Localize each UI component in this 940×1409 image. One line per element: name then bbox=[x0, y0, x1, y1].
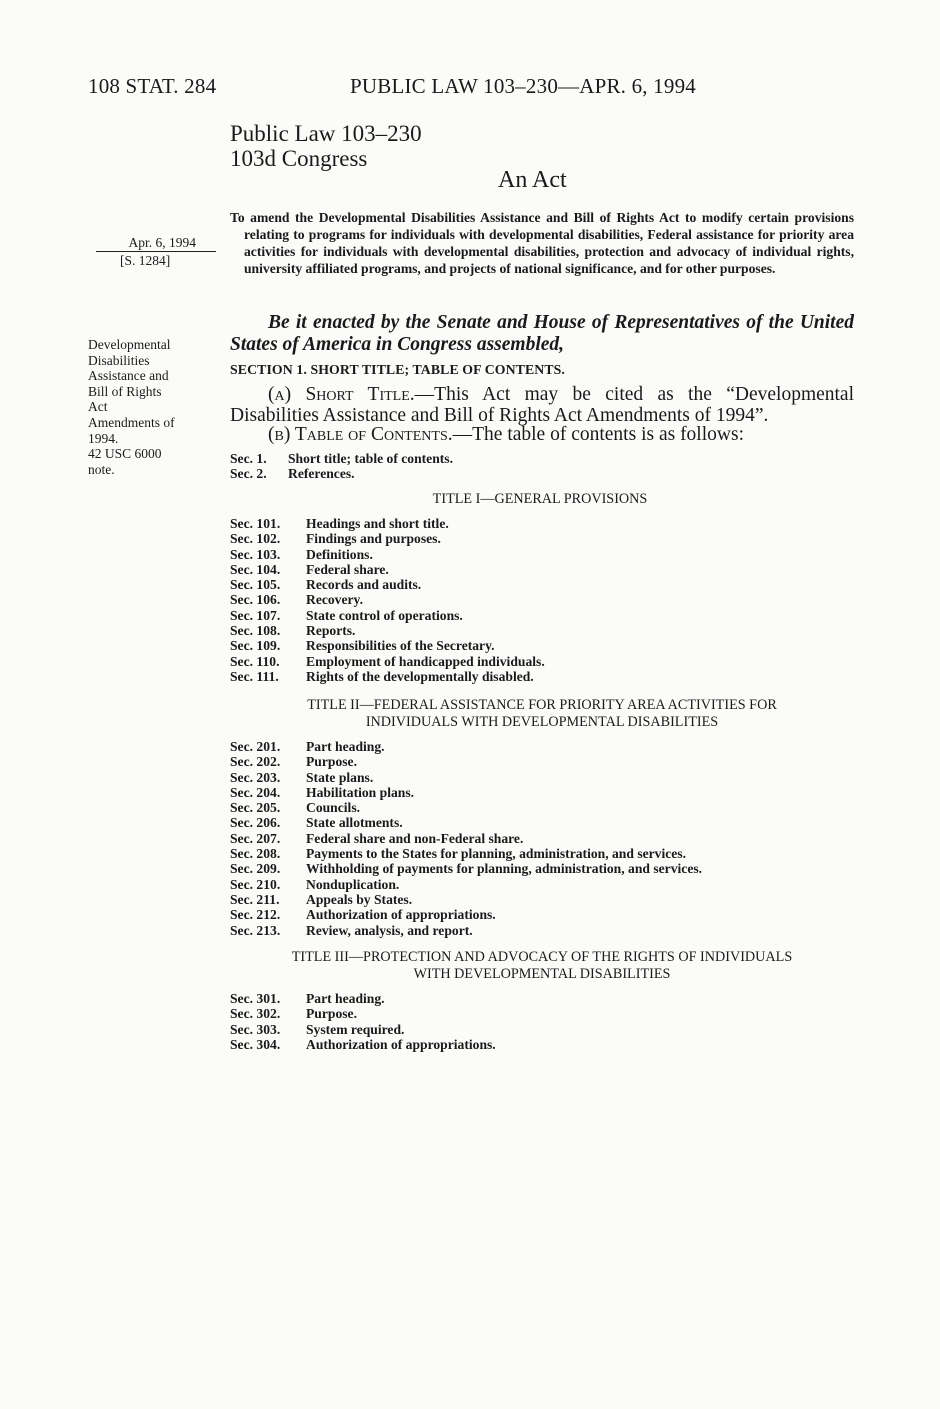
margin-date: Apr. 6, 1994 bbox=[96, 234, 216, 252]
toc-section-number: Sec. 202. bbox=[230, 754, 281, 770]
margin-act-line: Bill of Rights bbox=[88, 383, 162, 399]
toc-section-number: Sec. 205. bbox=[230, 800, 281, 816]
toc-row bbox=[230, 638, 545, 653]
title-3-heading-line: WITH DEVELOPMENTAL DISABILITIES bbox=[413, 966, 671, 982]
toc-row bbox=[230, 577, 545, 592]
toc-section-number: Sec. 104. bbox=[230, 561, 281, 577]
toc-section-title: Rights of the developmentally disabled. bbox=[306, 668, 534, 684]
toc-section-number: Sec. 1. bbox=[230, 451, 267, 466]
toc-section-title: Withholding of payments for planning, administration, and services. bbox=[306, 861, 703, 877]
toc-row bbox=[230, 531, 545, 546]
an-act-heading: An Act bbox=[498, 167, 567, 193]
margin-act-line: 1994. bbox=[88, 430, 119, 446]
toc-row bbox=[230, 608, 545, 623]
toc-title-3-list bbox=[230, 991, 496, 1052]
toc-row bbox=[230, 466, 453, 481]
title-2-heading bbox=[230, 697, 854, 731]
toc-section-title: Part heading. bbox=[306, 991, 385, 1006]
toc-row bbox=[230, 785, 702, 800]
toc-section-number: Sec. 105. bbox=[230, 577, 281, 593]
toc-row bbox=[230, 815, 702, 830]
margin-act-line: Act bbox=[88, 399, 108, 415]
toc-section-title: Employment of handicapped individuals. bbox=[306, 653, 545, 669]
toc-section-number: Sec. 301. bbox=[230, 991, 281, 1006]
toc-section-number: Sec. 108. bbox=[230, 623, 281, 639]
margin-act-line: Developmental bbox=[88, 337, 171, 352]
margin-act-line: Amendments of bbox=[88, 414, 175, 430]
title-3-heading bbox=[230, 949, 854, 983]
short-title-text: —This Act may be cited as the “Developmental Disabilities Assistance and Bill of Rights Act Amendments of 1994”. bbox=[230, 384, 855, 426]
toc-row bbox=[230, 846, 702, 861]
toc-title-1-list bbox=[230, 516, 545, 684]
toc-section-title: Councils. bbox=[306, 800, 361, 816]
toc-section-number: Sec. 101. bbox=[230, 516, 281, 531]
toc-section-title: Responsibilities of the Secretary. bbox=[306, 638, 495, 654]
toc-section-title: Purpose. bbox=[306, 1006, 357, 1022]
margin-usc-line: 42 USC 6000 bbox=[88, 446, 162, 462]
margin-date-note bbox=[96, 234, 214, 269]
toc-row bbox=[230, 754, 702, 769]
toc-section-title: Headings and short title. bbox=[306, 516, 449, 531]
toc-section-title: Federal share and non-Federal share. bbox=[306, 830, 524, 846]
toc-section-title: Review, analysis, and report. bbox=[306, 922, 473, 938]
toc-section-number: Sec. 211. bbox=[230, 891, 280, 907]
running-header: PUBLIC LAW 103–230—APR. 6, 1994 bbox=[350, 74, 696, 98]
toc-section-title: State allotments. bbox=[306, 815, 403, 831]
toc-section-number: Sec. 102. bbox=[230, 531, 281, 547]
toc-label: (b) Table of Contents. bbox=[268, 424, 453, 445]
toc-section-number: Sec. 302. bbox=[230, 1006, 281, 1022]
toc-section-title: Nonduplication. bbox=[306, 876, 400, 892]
toc-section-title: Findings and purposes. bbox=[306, 531, 441, 547]
toc-section-title: System required. bbox=[306, 1021, 405, 1037]
toc-row bbox=[230, 739, 702, 754]
toc-section-title: Authorization of appropriations. bbox=[306, 1036, 496, 1052]
toc-section-title: Habilitation plans. bbox=[306, 784, 415, 800]
section-heading: SECTION 1. SHORT TITLE; TABLE OF CONTENTS. bbox=[230, 362, 565, 377]
margin-usc-line: note. bbox=[88, 461, 115, 477]
act-purpose: To amend the Developmental Disabilities Assistance and Bill of Rights Act to modify certain provisions relating to programs for individuals with developmental disabilities, Federal assistance for priority area activities for individuals with developmental disabilities, protection and advocacy of individual rights, university affiliated programs, and projects of national significance, and for other purposes. bbox=[230, 210, 854, 276]
toc-row bbox=[230, 516, 545, 531]
toc-row bbox=[230, 991, 496, 1006]
toc-section-number: Sec. 204. bbox=[230, 784, 281, 800]
short-title-label: (a) Short Title. bbox=[268, 384, 415, 405]
toc-row bbox=[230, 592, 545, 607]
toc-row bbox=[230, 1022, 496, 1037]
toc-section-number: Sec. 111. bbox=[230, 668, 279, 684]
toc-row bbox=[230, 831, 702, 846]
toc-row bbox=[230, 654, 545, 669]
toc-section-number: Sec. 304. bbox=[230, 1036, 281, 1052]
toc-section-number: Sec. 107. bbox=[230, 607, 281, 623]
margin-bill-number: [S. 1284] bbox=[120, 253, 171, 268]
toc-row bbox=[230, 877, 702, 892]
toc-section-number: Sec. 207. bbox=[230, 830, 281, 846]
toc-row bbox=[230, 623, 545, 638]
toc-section-number: Sec. 209. bbox=[230, 861, 281, 877]
toc-row bbox=[230, 1037, 496, 1052]
toc-section-number: Sec. 206. bbox=[230, 815, 281, 831]
toc-row bbox=[230, 861, 702, 876]
toc-section-number: Sec. 213. bbox=[230, 922, 281, 938]
toc-row bbox=[230, 669, 545, 684]
title-2-heading-line: TITLE II—FEDERAL ASSISTANCE FOR PRIORITY AREA ACTIVITIES FOR bbox=[307, 697, 777, 713]
toc-section-number: Sec. 212. bbox=[230, 907, 281, 923]
toc-section-title: Definitions. bbox=[306, 546, 373, 562]
toc-section-number: Sec. 210. bbox=[230, 876, 281, 892]
margin-act-line: Disabilities bbox=[88, 352, 150, 368]
toc-row bbox=[230, 907, 702, 922]
toc-section-title: Recovery. bbox=[306, 592, 363, 608]
table-of-contents-intro bbox=[230, 424, 854, 445]
toc-section-number: Sec. 109. bbox=[230, 638, 281, 654]
toc-section-title: State plans. bbox=[306, 769, 374, 785]
short-title-paragraph bbox=[230, 384, 854, 426]
toc-section-number: Sec. 106. bbox=[230, 592, 281, 608]
toc-section-number: Sec. 208. bbox=[230, 846, 281, 862]
toc-section-number: Sec. 103. bbox=[230, 546, 281, 562]
toc-row bbox=[230, 800, 702, 815]
toc-row bbox=[230, 1006, 496, 1021]
toc-section-number: Sec. 201. bbox=[230, 739, 281, 754]
toc-row bbox=[230, 770, 702, 785]
public-law-title: Public Law 103–230 bbox=[230, 121, 422, 146]
toc-section-title: Part heading. bbox=[306, 739, 385, 754]
margin-act-line: Assistance and bbox=[88, 368, 169, 384]
toc-section-number: Sec. 2. bbox=[230, 466, 267, 482]
toc-row bbox=[230, 892, 702, 907]
toc-title-2-list bbox=[230, 739, 702, 938]
toc-section-title: Purpose. bbox=[306, 754, 357, 770]
margin-act-note bbox=[88, 337, 212, 477]
page-stat-number: 108 STAT. 284 bbox=[88, 74, 217, 98]
toc-section-title: Payments to the States for planning, administration, and services. bbox=[306, 846, 687, 862]
toc-section-title: Authorization of appropriations. bbox=[306, 907, 496, 923]
title-1-heading: TITLE I—GENERAL PROVISIONS bbox=[432, 491, 648, 507]
toc-row bbox=[230, 923, 702, 938]
toc-row bbox=[230, 451, 453, 466]
toc-row bbox=[230, 547, 545, 562]
toc-section-number: Sec. 303. bbox=[230, 1021, 281, 1037]
toc-section-title: Federal share. bbox=[306, 561, 389, 577]
toc-section-title: Reports. bbox=[306, 623, 356, 639]
congress-label: 103d Congress bbox=[230, 146, 368, 171]
toc-basic-list bbox=[230, 451, 453, 482]
toc-section-title: Appeals by States. bbox=[306, 891, 413, 907]
toc-section-title: Short title; table of contents. bbox=[288, 451, 453, 466]
enacting-clause: Be it enacted by the Senate and House of Representatives of the United States of America in Congress assembled, bbox=[230, 312, 854, 355]
title-2-heading-line: INDIVIDUALS WITH DEVELOPMENTAL DISABILITIES bbox=[365, 714, 719, 730]
toc-section-title: Records and audits. bbox=[306, 577, 422, 593]
toc-row bbox=[230, 562, 545, 577]
toc-section-title: State control of operations. bbox=[306, 607, 463, 623]
title-3-heading-line: TITLE III—PROTECTION AND ADVOCACY OF THE RIGHTS OF INDIVIDUALS bbox=[291, 949, 793, 965]
toc-intro-text: —The table of contents is as follows: bbox=[452, 424, 744, 445]
toc-section-title: References. bbox=[288, 466, 355, 482]
toc-section-number: Sec. 203. bbox=[230, 769, 281, 785]
toc-section-number: Sec. 110. bbox=[230, 653, 280, 669]
